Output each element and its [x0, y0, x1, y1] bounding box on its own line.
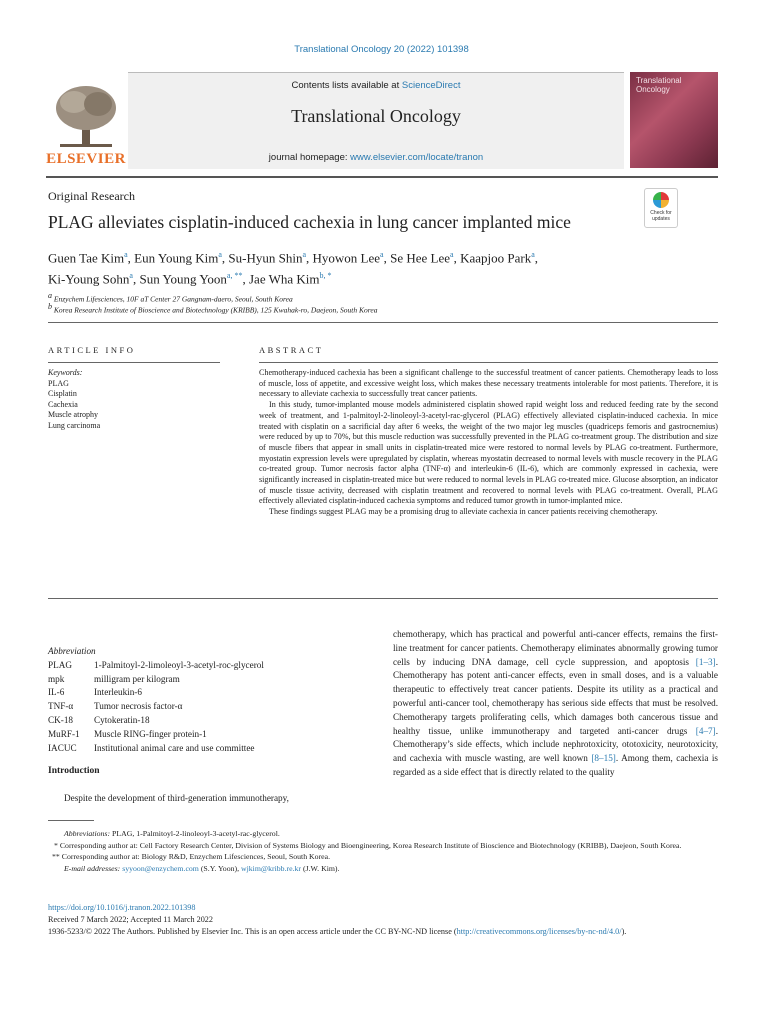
abbreviation-row — [48, 673, 378, 687]
author-affiliation-marker[interactable]: a — [450, 250, 454, 259]
author-name[interactable]: Guen Tae Kim — [48, 250, 125, 266]
article-title: PLAG alleviates cisplatin-induced cachexia in lung cancer implanted mice — [48, 212, 571, 232]
header-divider — [46, 176, 718, 178]
article-info-heading: ARTICLE INFO — [48, 345, 136, 355]
abstract-paragraph: In this study, tumor-implanted mouse models administered cisplatin showed rapid weight loss and reduced feeding rate by the second week of treatment, and 1-palmitoyl-2-linoleoyl-3-acetyl-rac-glycerol (PLAG) effectively alleviated cisplatin-induced cachexia. In mice treated with cisplatin on a sacrificial day after 6 weeks, the weight of the two major leg muscles (quadriceps femoris and gastrocnemius) were reduced by up to 70%, but this muscle reduction was successfully prevented in the PLAG co-treatment group. The distribution and size of muscle fibers that appear in small units in cisplatin-treated mice were restored to normal levels by PLAG co-treatment. Furthermore, myostatin expression levels were upregulated by cisplatin, whereas myostatin decreased to normal levels with muscle recovery in the PLAG co-treated group. Tumor necrosis factor alpha (TNF-α) and interleukin-6 (IL-6), which are commonly expressed in cachexia, were significantly increased in cisplatin-treated mice but were reduced to normal levels in PLAG co-treated mice. Glucose absorption, an indicator of muscle tissue activity, decreased with cisplatin treatment and recovered to normal levels with PLAG co-treatment. Overall, PLAG effectively alleviated cisplatin-induced cachexia symptoms and reduced tumor growth in tumor-implanted mice. — [259, 400, 718, 506]
footnotes — [48, 828, 718, 874]
contents-line: Contents lists available at ScienceDirect — [291, 80, 461, 91]
author-name[interactable]: Hyowon Lee — [312, 250, 381, 266]
introduction-right-column: chemotherapy, which has practical and powerful anti-cancer effects, remains the first-line treatment for cancer patients. Chemotherapy eliminates abnormally growing tumor cells by inducing DNA damage, cell cycle suppression, and apoptosis [1–3]. Chemotherapy has potent anti-cancer effects, even in small doses, and is a valuable therapeutic to effectively treat cancer patients. Despite its utility as a practical and powerful anti-cancer tool, chemotherapy has serious side effects that must be resolved. Chemotherapy targets proliferating cells, which damages both cancerous tissue and healthy tissue, unlike immunotherapy and targeted anti-cancer drugs [4–7]. Chemotherapy’s side effects, which include nephrotoxicity, ototoxicity, neurotoxicity, and cachexia with muscle wasting, are well known [8–15]. Among them, cachexia is regarded as a side effect that is directly related to the quality — [393, 629, 718, 777]
abstract-end-divider — [48, 598, 718, 599]
corresponding-author-2: ** Corresponding author at: Biology R&D, Enzychem Lifesciences, Seoul, South Korea. — [52, 852, 331, 861]
keyword: Cachexia — [48, 399, 78, 409]
abbreviation-row — [48, 659, 378, 673]
received-dates: Received 7 March 2022; Accepted 11 March 2022 — [48, 914, 213, 924]
introduction-left-text: Despite the development of third-generation immunotherapy, — [64, 793, 289, 803]
author-affiliation-marker[interactable]: a — [218, 250, 222, 259]
sciencedirect-link[interactable]: ScienceDirect — [401, 80, 461, 91]
abbreviation-row — [48, 742, 378, 756]
license-statement: 1936-5233/© 2022 The Authors. Published by Elsevier Inc. This is an open access article under the CC BY-NC-ND license (http://creativecommons.org/licenses/by-nc-nd/4.0/). — [48, 926, 627, 936]
affil-divider — [48, 322, 718, 323]
journal-cover-image[interactable] — [630, 72, 718, 168]
corresponding-author-1: * Corresponding author at: Cell Factory Research Center, Division of Systems Biology and Bioengineering, Korea Research Institute of Bioscience and Biotechnology (KRIBB), Daejeon, South Korea. — [54, 840, 682, 850]
check-updates-icon — [653, 192, 669, 208]
footnote-divider — [48, 820, 94, 821]
author-name[interactable]: Eun Young Kim — [134, 250, 219, 266]
abbreviation-row — [48, 686, 378, 700]
reference-link[interactable]: [4–7] — [695, 725, 716, 736]
article-type: Original Research — [48, 189, 135, 203]
abbreviation-value: Muscle RING-finger protein-1 — [94, 728, 207, 739]
keyword: Lung carcinoma — [48, 420, 101, 430]
introduction-heading: Introduction — [48, 766, 100, 776]
author-affiliation-marker[interactable]: a — [531, 250, 535, 259]
keyword: Cisplatin — [48, 389, 77, 398]
abbreviation-heading: Abbreviation — [48, 646, 96, 656]
elsevier-tree-icon — [46, 82, 126, 152]
reference-link[interactable]: [8–15] — [591, 753, 616, 764]
abbreviation-key: MuRF-1 — [48, 728, 80, 739]
author-name[interactable]: Se Hee Lee — [390, 250, 451, 266]
abbreviation-value: milligram per kilogram — [94, 673, 180, 684]
abstract-paragraph: These findings suggest PLAG may be a promising drug to alleviate cachexia in cancer patients receiving chemotherapy. — [269, 507, 658, 517]
cover-title: Translational Oncology — [636, 76, 682, 94]
journal-title: Translational Oncology — [291, 106, 461, 126]
author-name[interactable]: Kaapjoo Park — [460, 250, 532, 266]
author-name[interactable]: Ki-Young Sohn — [48, 271, 130, 287]
author-affiliation-marker[interactable]: b, * — [319, 271, 332, 281]
email-link-yoon[interactable]: syyoon@enzychem.com — [122, 863, 199, 873]
abbreviation-key: PLAG — [48, 659, 72, 670]
author-name[interactable]: Sun Young Yoon — [139, 271, 227, 287]
abbreviation-value: 1-Palmitoyl-2-limoleoyl-3-acetyl-roc-glycerol — [94, 659, 264, 670]
journal-reference[interactable]: Translational Oncology 20 (2022) 101398 — [294, 44, 469, 55]
abbreviation-key: IL-6 — [48, 687, 65, 698]
author-name[interactable]: Su-Hyun Shin — [228, 250, 303, 266]
authors-line-2: Ki-Young Sohn$^a$, Sun Young Yoon$^{a, **}$, Jae Wha Kim$^{b, *}$ — [48, 271, 332, 287]
author-list — [48, 246, 718, 289]
abstract-paragraph: Chemotherapy-induced cachexia has been a significant challenge to the successful treatment of cancer patients. Chemotherapy leads to loss of muscle, loss of appetite, and excessive weight loss, which makes these necessary treatments intolerable for most patients. Therefore, it is necessary to alleviate cachexia to successfully treat cancer patients. — [259, 368, 718, 399]
abbreviation-value: Cytokeratin-18 — [94, 714, 150, 725]
author-affiliation-marker[interactable]: a, ** — [226, 271, 243, 281]
email-footnote: E-mail addresses: syyoon@enzychem.com (S.Y. Yoon), wjkim@kribb.re.kr (J.W. Kim). — [64, 863, 340, 873]
keyword: Muscle atrophy — [48, 410, 98, 419]
publication-info — [48, 902, 718, 937]
author-name[interactable]: Jae Wha Kim — [248, 271, 320, 287]
abstract-heading: ABSTRACT — [259, 345, 324, 355]
elsevier-logo — [46, 82, 126, 168]
abbreviation-row — [48, 714, 378, 728]
abbreviation-key: TNF-α — [48, 701, 74, 712]
abbreviation-key: CK-18 — [48, 714, 74, 725]
abbreviation-value: Tumor necrosis factor-α — [94, 701, 183, 712]
author-affiliation-marker[interactable]: a — [129, 271, 133, 281]
doi-link[interactable]: https://doi.org/10.1016/j.tranon.2022.101398 — [48, 903, 196, 912]
check-for-updates-badge[interactable]: Check for updates — [644, 188, 678, 228]
abbrev-footnote: Abbreviations: PLAG, 1-Palmitoyl-2-linoleoyl-3-acetyl-rac-glycerol. — [64, 829, 280, 838]
abbreviation-key: mpk — [48, 673, 65, 684]
reference-link[interactable]: [1–3] — [695, 656, 716, 667]
abbreviation-key: IACUC — [48, 742, 77, 753]
author-affiliation-marker[interactable]: a — [124, 250, 128, 259]
affiliation-a: $^a$ Enzychem Lifesciences, 10F aT Center 27 Gangnam-daero, Seoul, South Korea — [48, 291, 293, 304]
author-affiliation-marker[interactable]: a — [302, 250, 307, 259]
license-link[interactable]: http://creativecommons.org/licenses/by-nc-nd/4.0/ — [456, 926, 622, 936]
authors-line-1: Guen Tae Kim$^a$, Eun Young Kim$^a$, Su-Hyun Shin$^a$, Hyowon Lee$^a$, Se Hee Lee$^a$, Kaapjoo Park$^a$, — [48, 250, 539, 266]
abbreviation-row — [48, 700, 378, 714]
abstract-body — [259, 368, 718, 518]
affiliation-b: $^b$ Korea Research Institute of Bioscience and Biotechnology (KRIBB), 125 Kwahak-ro, Daejeon, South Korea — [48, 302, 378, 315]
elsevier-wordmark: ELSEVIER — [46, 151, 126, 167]
email-link-kim[interactable]: wjkim@kribb.re.kr — [240, 863, 301, 873]
abbreviation-list — [48, 645, 378, 755]
keywords-label: Keywords: — [48, 368, 83, 377]
info-divider — [48, 362, 220, 363]
author-affiliation-marker[interactable]: a — [380, 250, 384, 259]
abstract-divider — [259, 362, 718, 363]
keyword: PLAG — [48, 378, 69, 388]
homepage-link[interactable]: www.elsevier.com/locate/tranon — [350, 152, 484, 163]
keywords-block — [48, 368, 100, 431]
abbreviation-value: Interleukin-6 — [94, 687, 142, 698]
abbreviation-row — [48, 728, 378, 742]
abbreviation-value: Institutional animal care and use committee — [94, 742, 255, 753]
homepage-line: journal homepage: www.elsevier.com/locate/tranon — [268, 152, 484, 163]
